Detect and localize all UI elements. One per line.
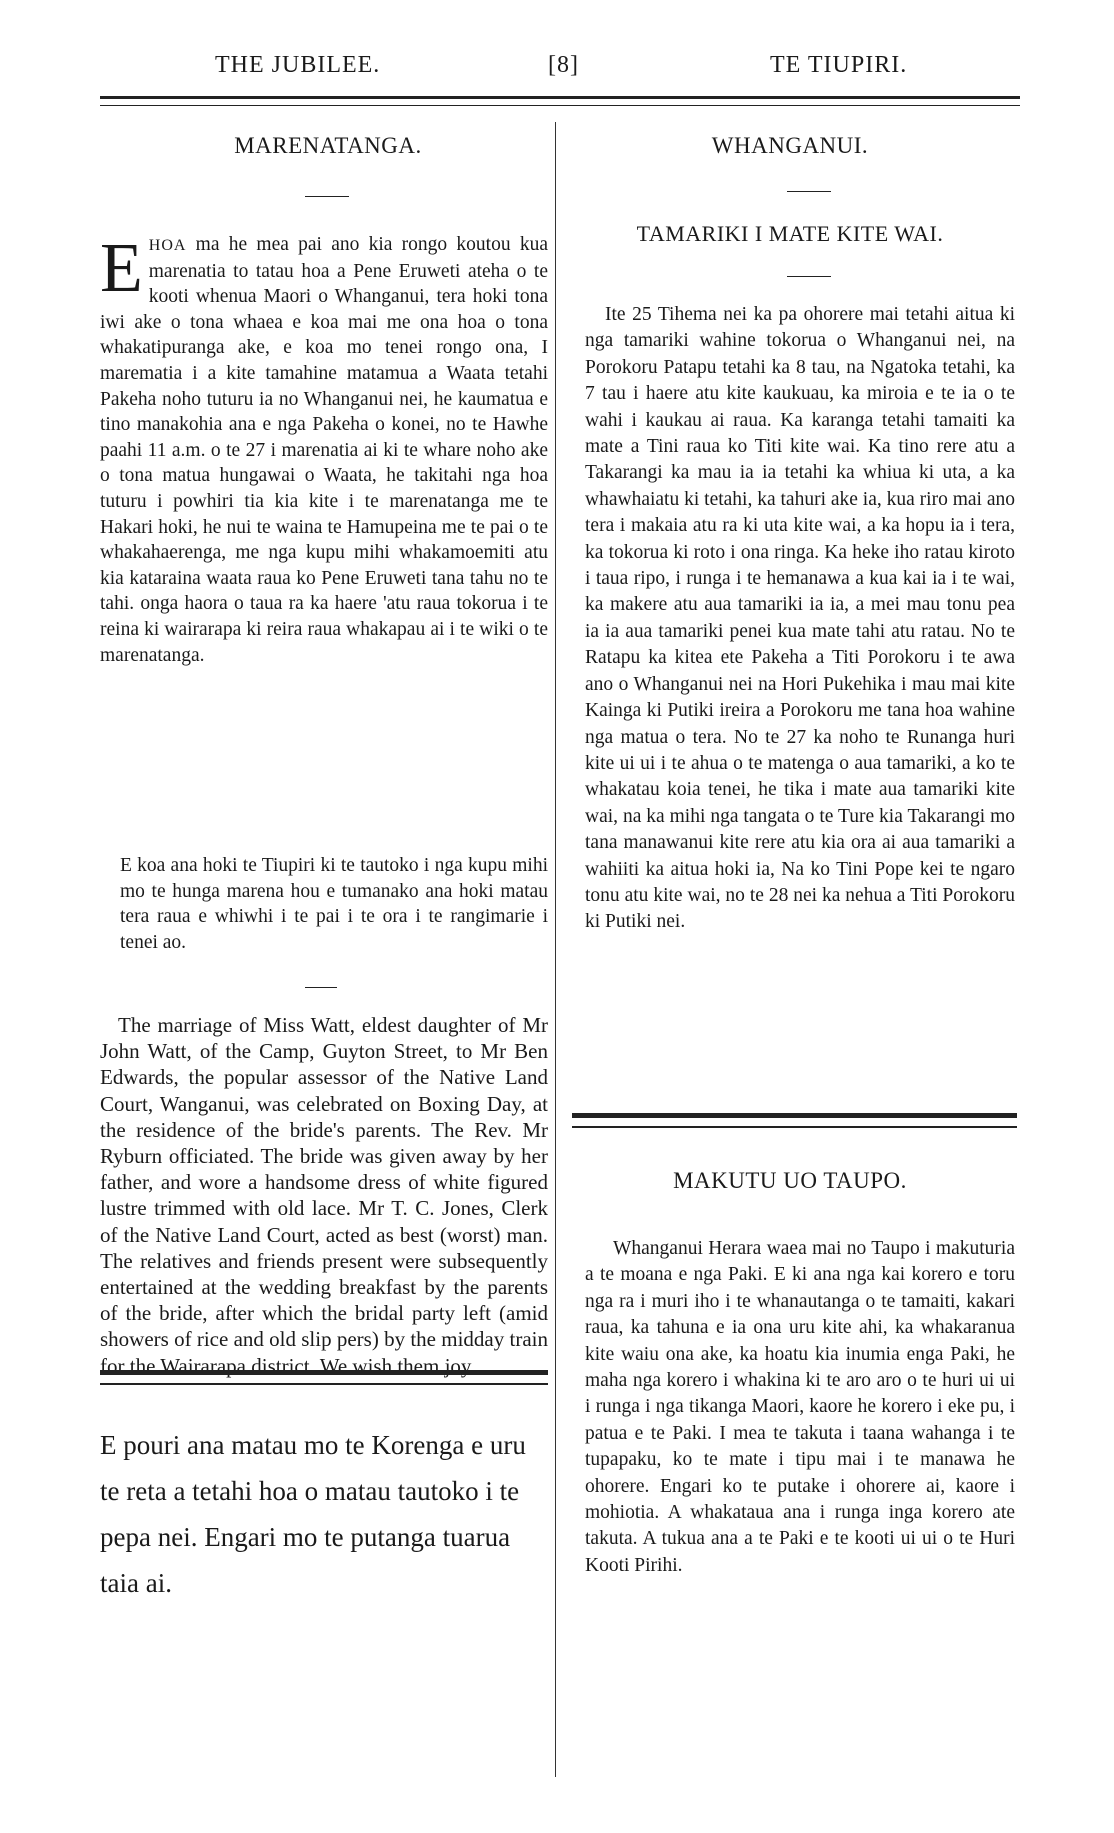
congratulations-paragraph: E koa ana hoki te Tiupiri ki te tautoko i nga kupu mihi mo te hunga marena hou e tumanako ana hoki matau tera raua e whiwhi i te pai i te ora i te rangimarie i tenei ao. [120, 855, 548, 953]
marriage-article-body: ma he mea pai ano kia rongo koutou kua marenatia to tatau hoa a Pene Eruweti ateha o te kooti whenua Maori o Whanganui, tera hoki tona iwi ake o tona whaea e koa mai me ona hoa o tona whakatipuranga ake, e koa mo tenei rongo ona, I marematia i a kite tamahine matamua a Waata tetahi Pakeha noho tuturu ia no Whanganui nei, he kaumatua e tino manakohia ana e nga Pakeha o konei, no te Hawhe paahi 11 a.m. o te 27 i marenatia ai ki te whare noho ake o tona matua hungawai o Waata, he takitahi nga hoa tuturu i powhiri tia kia kite i te marenatanga me te Hakari hoki, he nui te waina te Hamupeina me te pai o te whakahaerenga, me nga kupu mihi whakamoemiti atu kia kataraina waata raua ko Pene Eruweti tana tahu no te tahi. onga haora o taua ra ka haere 'atu raua tokorua i te reina ki wairarapa ki reira raua whakapau ai i te wiki o te marenatanga. [100, 234, 548, 666]
page-number: [8] [548, 52, 579, 78]
marriage-article-english: The marriage of Miss Watt, eldest daughter of Mr John Watt, of the Camp, Guyton Street, to Mr Ben Edwards, the popular assessor of the Native Land Court, Wanganui, was celebrated on Boxing Day, at the residence of the bride's parents. The Rev. Mr Ryburn officiated. The bride was given away by her father, and wore a handsome dress of white figured lustre trimmed with old lace. Mr T. C. Jones, Clerk of the Native Land Court, acted as best (worst) man. The relatives and friends present were subsequently entertained at the wedding breakfast by the parents of the bride, after which the bridal party left (amid showers of rice and old slip pers) by the midday train for the Wairarapa district. We wish them joy. [100, 1013, 548, 1378]
lead-word: HOA [148, 237, 187, 254]
header-title-maori: TE TIUPIRI. [770, 52, 908, 78]
heading-marenatanga: MARENATANGA. [234, 133, 422, 158]
marriage-article-maori [100, 232, 548, 668]
section-dash [787, 191, 831, 192]
editorial-notice: E pouri ana matau mo te Korenga e uru te reta a tetahi hoa o matau tautoko i te pepa nei. Engari mo te putanga tuarua taia ai. [100, 1430, 526, 1598]
header-rule [100, 96, 1020, 106]
heading-whanganui: WHANGANUI. [711, 133, 869, 158]
section-dash [787, 276, 831, 277]
heading-makutu: MAKUTU UO TAUPO. [673, 1168, 907, 1193]
section-rule [572, 1113, 1017, 1128]
section-dash [305, 196, 349, 197]
makutu-article: Whanganui Herara waea mai no Taupo i makuturia a te moana e nga Paki. E ki ana nga kai korero e toru nga ra i muri iho i te whanautanga o te tamaiti, kakari raua, ka tahuna e ia ona uru kite ahi, ka whakaranua kite waiu ona ake, ka hoatu kia inumia enga Paki, he maha nga korero i whakina ki te aro aro o te huri ui ui i runga i nga tikanga Maori, kaore he korero i eke pu, i patua e te Paki. I mea te takuta i taana wahanga i te tupapaku, ko te mate i tipu mai i te manawa he ohorere. Engari ko te putake i ohorere ai, kaore i mohiotia. A whakataua ana i runga inga korero ate takuta. A tukua ana a te Paki e te kooti ui ui o te Huri Kooti Pirihi. [585, 1238, 1015, 1576]
section-dash [305, 987, 337, 988]
running-header [0, 52, 1114, 92]
section-rule [100, 1370, 548, 1385]
subheading-drowning: TAMARIKI I MATE KITE WAI. [636, 221, 944, 246]
drop-cap: E [100, 230, 143, 307]
drowning-article: Ite 25 Tihema nei ka pa ohorere mai tetahi aitua ki nga tamariki wahine tokorua o Whanganui nei, na Porokoru Patapu tetahi ka 8 tau, na Ngatoka tetahi, ka 7 tau i haere atu kite kaukuau, ka miroia e te ia o te wahi i kaukau ai raua. Ka karanga tetahi tamaiti ka mate a Tini raua ko Titi kite wai. Ka tino rere atu a Takarangi ka mau ia ia tetahi ka whiua ki uta, a ka whawhaiatu ki tetahi, ka tahuri ake ia, kua riro mai ano tera i makaia atu ra ki uta kite wai, a ka hopu ia i tera, ka tokorua ki roto i ona ringa. Ka heke iho ratau kiroto i taua ripo, i runga i te hemanawa a kua kai ia i te wai, ka makere atu aua tamariki ia ia, a mei mau tonu pea ia ia aua tamariki penei kua mate tahi atu ratau. No te Ratapu ka kitea ete Pakeha a Titi Porokoru i te awa ano o Whanganui nei na Hori Pukehika i mau mai kite Kainga ki Putiki ireira a Porokoru me tana hoa wahine nga matua o tera. No te 27 ka noho te Runanga huri kite ui ui i te ahua o te matenga o aua tamariki, a ko te whakatau koia tenei, he tika i mate aua tamariki kite wai, na ka mihi nga tangata o te Ture kia Takarangi mo tana manawanui kite rere atu kia ora ai aua tamariki a wahiiti ka aitua hoki ia, Na ko Tini Pope kei te ngaro tonu atu kite wai, no te 28 nei ka nehua a Titi Porokoru ki Putiki nei. [585, 304, 1015, 933]
column-divider [555, 122, 556, 1777]
header-title-english: THE JUBILEE. [215, 52, 381, 78]
